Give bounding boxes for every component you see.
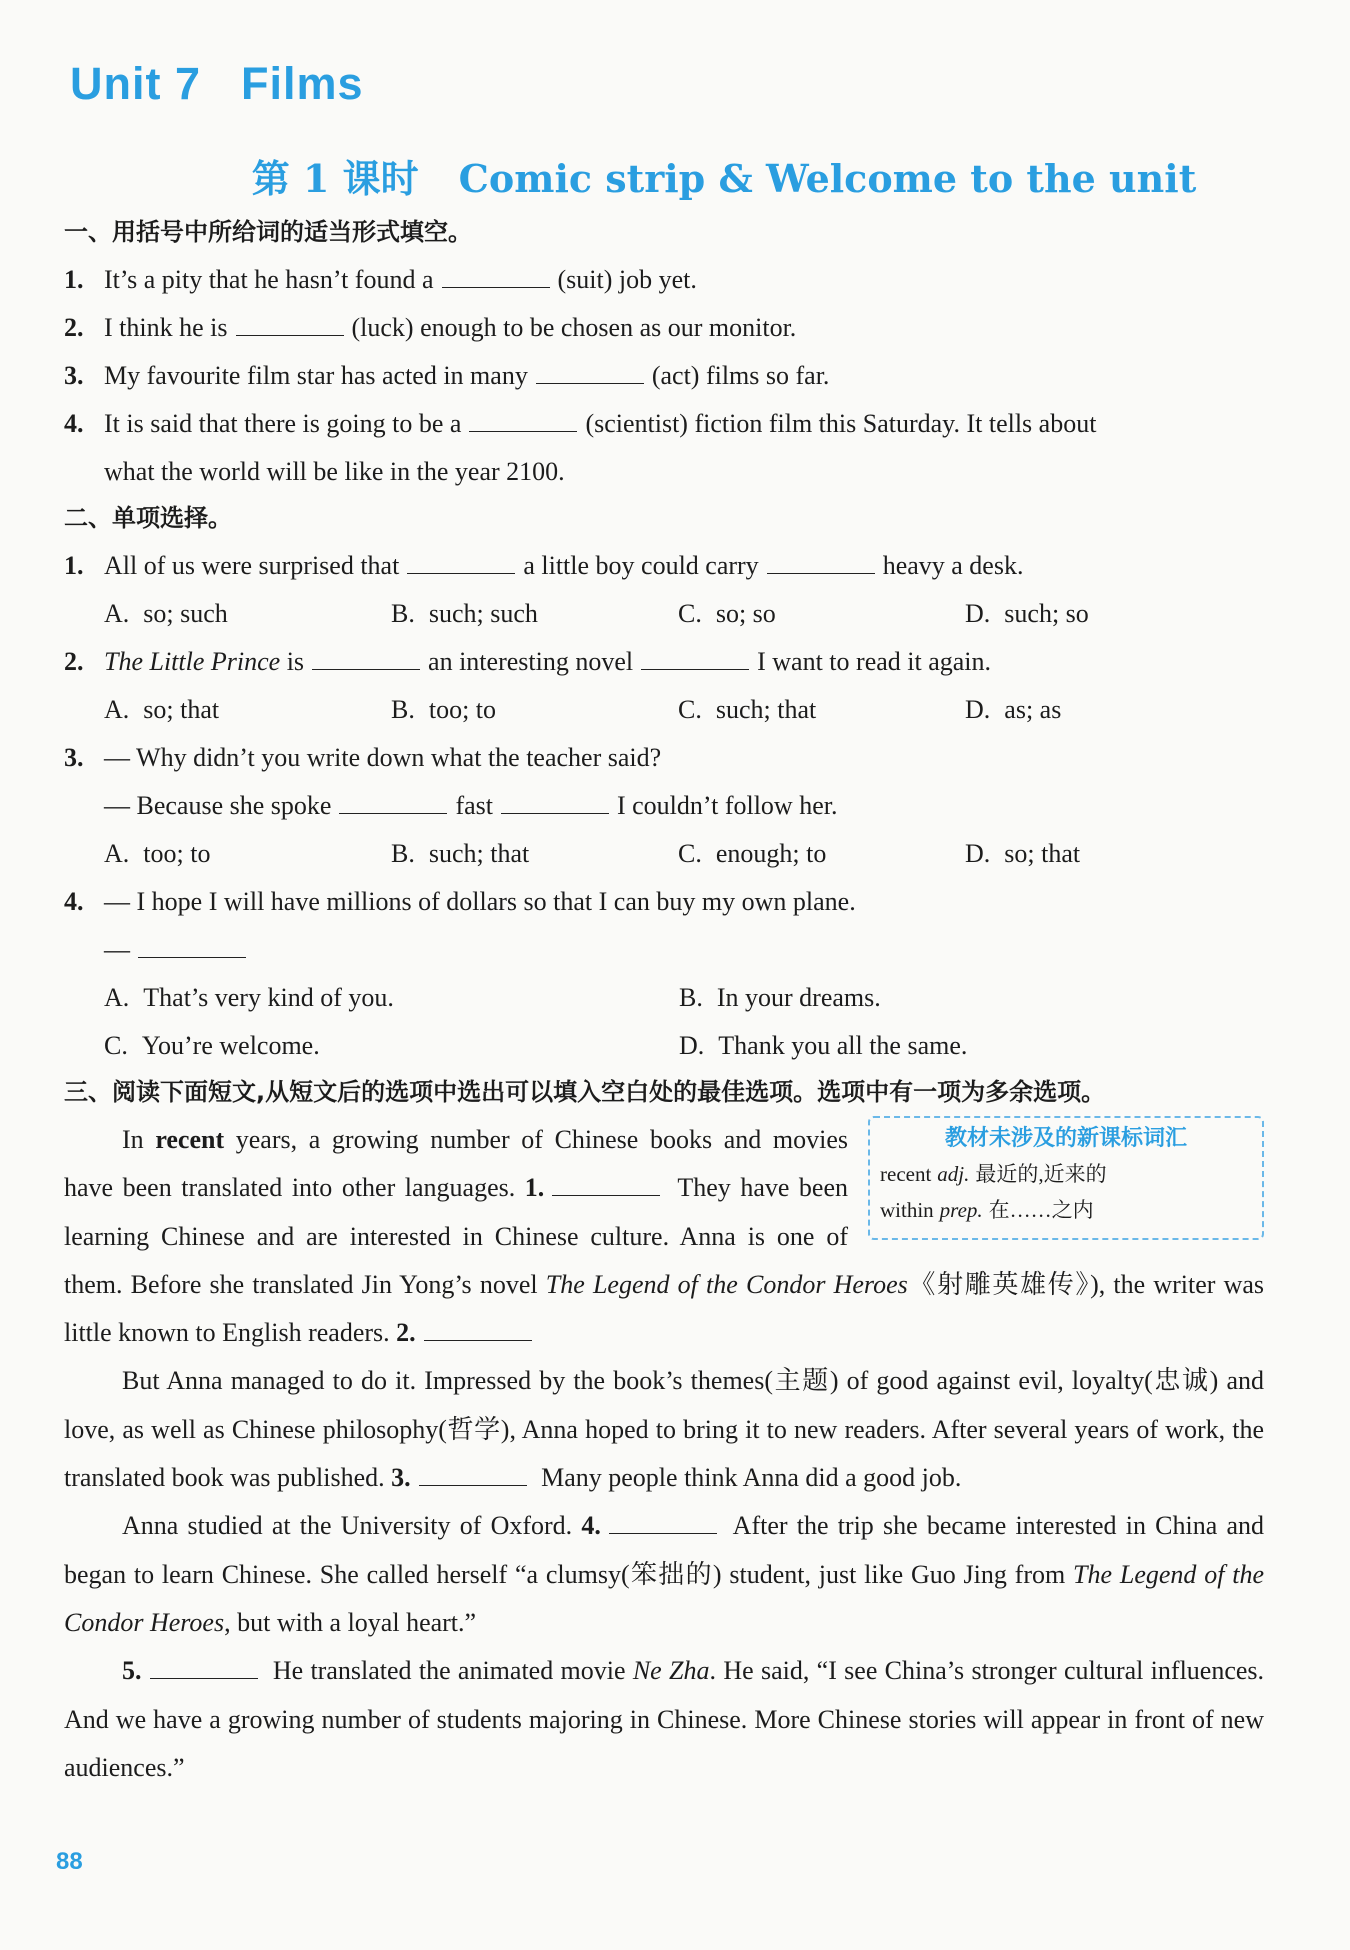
question-text: I think he is xyxy=(104,313,228,342)
unit-label: Unit 7 xyxy=(70,58,202,109)
blank-number: 2. xyxy=(396,1318,416,1348)
answer-blank[interactable] xyxy=(150,1654,258,1679)
section1-heading: 一、用括号中所给词的适当形式填空。 xyxy=(64,218,472,246)
question-text: — Because she spoke xyxy=(104,791,332,820)
question-number: 1. xyxy=(64,265,84,294)
question-text: heavy a desk. xyxy=(882,551,1024,580)
s2-question-2 xyxy=(64,638,1264,686)
question-text: It is said that there is going to be a xyxy=(104,409,462,438)
question-text: is xyxy=(286,647,305,676)
question-text: My favourite film star has acted in many xyxy=(104,361,528,390)
question-text: I want to read it again. xyxy=(757,647,992,676)
s1-question-2 xyxy=(64,304,1264,352)
blank-number: 1. xyxy=(524,1173,545,1203)
blank-number: 4. xyxy=(581,1511,601,1541)
vocab-row: within prep. 在……之内 xyxy=(880,1198,1094,1222)
dialogue-dash: — xyxy=(104,935,130,964)
question-text: — Why didn’t you write down what the teacher said? xyxy=(104,743,662,772)
section2-heading: 二、单项选择。 xyxy=(64,504,232,532)
answer-blank[interactable] xyxy=(641,645,749,670)
s2-q3-options xyxy=(64,830,1264,878)
answer-blank[interactable] xyxy=(339,789,447,814)
option-d[interactable]: D. as; as xyxy=(965,695,1062,724)
s2-question-3 xyxy=(64,734,1264,830)
question-text: I couldn’t follow her. xyxy=(616,791,838,820)
question-text: what the world will be like in the year 2100. xyxy=(104,457,565,486)
question-number: 2. xyxy=(64,313,84,342)
question-text: (act) films so far. xyxy=(651,361,830,390)
option-b[interactable]: B. In your dreams. xyxy=(679,983,881,1012)
movie-title: Ne Zha xyxy=(632,1656,710,1686)
option-a[interactable]: A. too; to xyxy=(104,839,211,868)
vocab-box xyxy=(868,1116,1264,1240)
lesson-name: Comic strip & Welcome to the unit xyxy=(458,156,1197,201)
answer-blank[interactable] xyxy=(536,359,644,384)
question-text: It’s a pity that he hasn’t found a xyxy=(104,265,434,294)
answer-blank[interactable] xyxy=(407,549,515,574)
question-number: 3. xyxy=(64,743,84,772)
s1-question-4 xyxy=(64,400,1264,496)
s2-question-1 xyxy=(64,542,1264,590)
answer-blank[interactable] xyxy=(442,263,550,288)
question-text: All of us were surprised that xyxy=(104,551,400,580)
option-a[interactable]: A. That’s very kind of you. xyxy=(104,983,394,1012)
lesson-label: 第 1 课时 xyxy=(251,156,419,201)
option-a[interactable]: A. so; that xyxy=(104,695,220,724)
answer-blank[interactable] xyxy=(138,933,246,958)
option-b[interactable]: B. such; that xyxy=(391,839,530,868)
question-text: a little boy could carry xyxy=(523,551,759,580)
lesson-title xyxy=(184,148,1264,204)
section3-heading: 三、阅读下面短文,从短文后的选项中选出可以填入空白处的最佳选项。选项中有一项为多余选项。 xyxy=(64,1078,1106,1106)
question-text: (scientist) fiction film this Saturday. It tells about xyxy=(585,409,1097,438)
s1-question-1 xyxy=(64,256,1264,304)
option-c[interactable]: C. so; so xyxy=(678,599,776,628)
option-b[interactable]: B. such; such xyxy=(391,599,538,628)
answer-blank[interactable] xyxy=(609,1509,717,1534)
question-text: an interesting novel xyxy=(428,647,634,676)
paragraph-2: But Anna managed to do it. Impressed by the book’s themes(主题) of good against evil, loyalty(忠诚) and love, as well as Chinese philosophy(哲学), Anna hoped to bring it to new readers. After several years of work, the translated book was published. 3. Many people think Anna did a good job. xyxy=(64,1366,1264,1493)
question-text: (suit) job yet. xyxy=(557,265,697,294)
question-text: — I hope I will have millions of dollars so that I can buy my own plane. xyxy=(104,887,856,916)
paragraph-4: 5. He translated the animated movie Ne Zha. He said, “I see China’s stronger cultural influences. And we have a growing number of students majoring in Chinese. More Chinese stories will appear in front of new audiences.” xyxy=(64,1656,1265,1782)
s2-q4-options xyxy=(64,974,1264,1070)
blank-number: 5. xyxy=(122,1656,142,1686)
answer-blank[interactable] xyxy=(236,311,344,336)
option-a[interactable]: A. so; such xyxy=(104,599,228,628)
paragraph-1: In recent years, a growing number of Chinese books and movies have been translated into other languages. 1. They have been learning Chinese and are interested in Chinese culture. Anna is one of them. Before she translated Jin Yong’s novel The Legend of the Condor Heroes《射雕英雄传》), the writer was little known to English readers. 2. xyxy=(64,1125,1265,1348)
option-d[interactable]: D. Thank you all the same. xyxy=(679,1031,968,1060)
unit-name: Films xyxy=(241,58,364,109)
vocab-highlight: recent xyxy=(155,1125,225,1154)
book-title: The Little Prince xyxy=(104,647,281,676)
s2-question-4 xyxy=(64,878,1264,974)
question-number: 3. xyxy=(64,361,84,390)
unit-title xyxy=(70,58,1264,120)
question-number: 4. xyxy=(64,409,84,438)
option-d[interactable]: D. so; that xyxy=(965,839,1081,868)
question-text: (luck) enough to be chosen as our monitor. xyxy=(351,313,797,342)
answer-blank[interactable] xyxy=(312,645,420,670)
answer-blank[interactable] xyxy=(501,789,609,814)
option-b[interactable]: B. too; to xyxy=(391,695,497,724)
paragraph-3: Anna studied at the University of Oxford. 4. After the trip she became interested in China and began to learn Chinese. She called herself “a clumsy(笨拙的) student, just like Guo Jing from The Legend of the Condor Heroes, but with a loyal heart.” xyxy=(64,1511,1265,1637)
question-text: fast xyxy=(455,791,493,820)
blank-number: 3. xyxy=(391,1463,411,1493)
option-c[interactable]: C. such; that xyxy=(678,695,817,724)
question-number: 2. xyxy=(64,647,84,676)
option-c[interactable]: C. enough; to xyxy=(678,839,827,868)
answer-blank[interactable] xyxy=(767,549,875,574)
question-number: 1. xyxy=(64,551,84,580)
s1-question-3 xyxy=(64,352,1264,400)
book-title: The Legend of the Condor Heroes xyxy=(545,1269,908,1299)
s2-q1-options xyxy=(64,590,1264,638)
answer-blank[interactable] xyxy=(424,1316,532,1341)
option-c[interactable]: C. You’re welcome. xyxy=(104,1031,320,1060)
answer-blank[interactable] xyxy=(419,1461,527,1486)
answer-blank[interactable] xyxy=(469,407,577,432)
s2-q2-options xyxy=(64,686,1264,734)
vocab-title: 教材未涉及的新课标词汇 xyxy=(944,1126,1187,1151)
vocab-row: recent adj. 最近的,近来的 xyxy=(880,1162,1107,1186)
book-title: The Legend of the Condor Heroes xyxy=(64,1559,1265,1637)
question-number: 4. xyxy=(64,887,84,916)
option-d[interactable]: D. such; so xyxy=(965,599,1089,628)
page-number: 88 xyxy=(56,1848,83,1875)
answer-blank[interactable] xyxy=(552,1171,660,1196)
reading-passage xyxy=(64,1116,1264,1792)
